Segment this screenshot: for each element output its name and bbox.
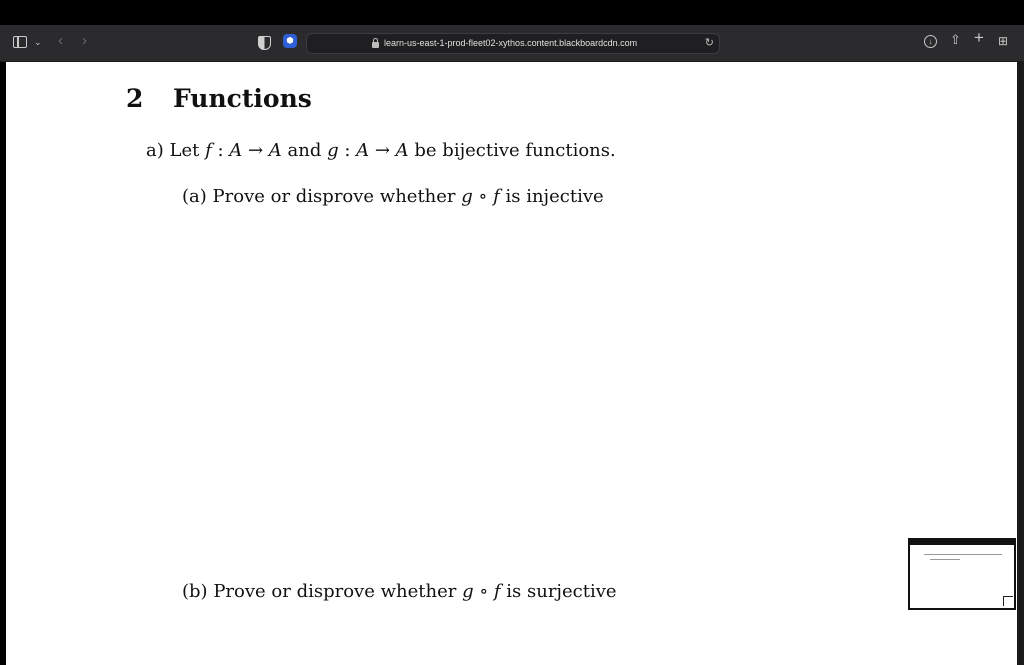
sub-b-tail: is surjective	[500, 581, 617, 602]
sub-b-label: (b)	[182, 581, 208, 602]
extension-icon[interactable]: ⬢	[283, 34, 297, 48]
math-arrow: →	[369, 140, 396, 161]
lock-icon	[372, 38, 380, 45]
math-arrow: →	[242, 140, 269, 161]
chevron-left-icon[interactable]: ‹	[58, 32, 63, 49]
plus-icon[interactable]: +	[974, 28, 984, 47]
download-icon[interactable]: ↓	[924, 35, 937, 48]
part-a-and: and	[281, 140, 328, 161]
section-title: Functions	[173, 84, 312, 113]
share-icon[interactable]: ⇧	[950, 32, 961, 47]
scrollbar[interactable]	[1017, 62, 1024, 665]
math-colon: :	[211, 140, 230, 161]
sub-b-text: Prove or disprove whether	[213, 581, 457, 602]
chevron-down-icon[interactable]: ⌄	[34, 37, 42, 47]
page-thumbnail[interactable]	[908, 538, 1016, 610]
math-f: f	[205, 140, 212, 161]
sub-a-tail: is injective	[499, 186, 604, 207]
question-sub-b	[182, 581, 617, 602]
math-compose: ∘	[472, 186, 494, 207]
part-a-label: a)	[146, 140, 164, 161]
math-A: A	[268, 140, 282, 161]
sub-a-text: Prove or disprove whether	[212, 186, 456, 207]
menu-bar	[0, 0, 1024, 25]
math-A: A	[395, 140, 409, 161]
math-colon: :	[338, 140, 357, 161]
shield-icon[interactable]	[258, 36, 271, 50]
math-f: f	[493, 581, 501, 602]
section-number: 2	[126, 84, 144, 113]
math-f: f	[493, 186, 500, 207]
math-A: A	[229, 140, 243, 161]
math-g: g	[461, 186, 473, 207]
reload-icon[interactable]: ↻	[704, 37, 714, 49]
part-a-let: Let	[169, 140, 200, 161]
browser-toolbar	[0, 25, 1024, 62]
sub-a-label: (a)	[182, 186, 207, 207]
math-compose: ∘	[473, 581, 494, 602]
part-a-tail: be bijective functions.	[408, 140, 616, 161]
sidebar-icon[interactable]	[13, 36, 27, 48]
math-g: g	[327, 140, 339, 161]
math-A: A	[356, 140, 370, 161]
math-g: g	[462, 581, 474, 602]
chevron-right-icon[interactable]: ›	[82, 32, 87, 49]
question-sub-a	[182, 186, 604, 207]
address-bar[interactable]	[306, 33, 720, 54]
question-part-a	[146, 140, 616, 161]
tab-grid-icon[interactable]: ⊞	[998, 34, 1009, 48]
pdf-page	[6, 62, 1017, 665]
url-text: learn-us-east-1-prod-fleet02-xythos.content.blackboardcdn.com	[384, 38, 638, 48]
resize-handle[interactable]	[1003, 596, 1013, 606]
